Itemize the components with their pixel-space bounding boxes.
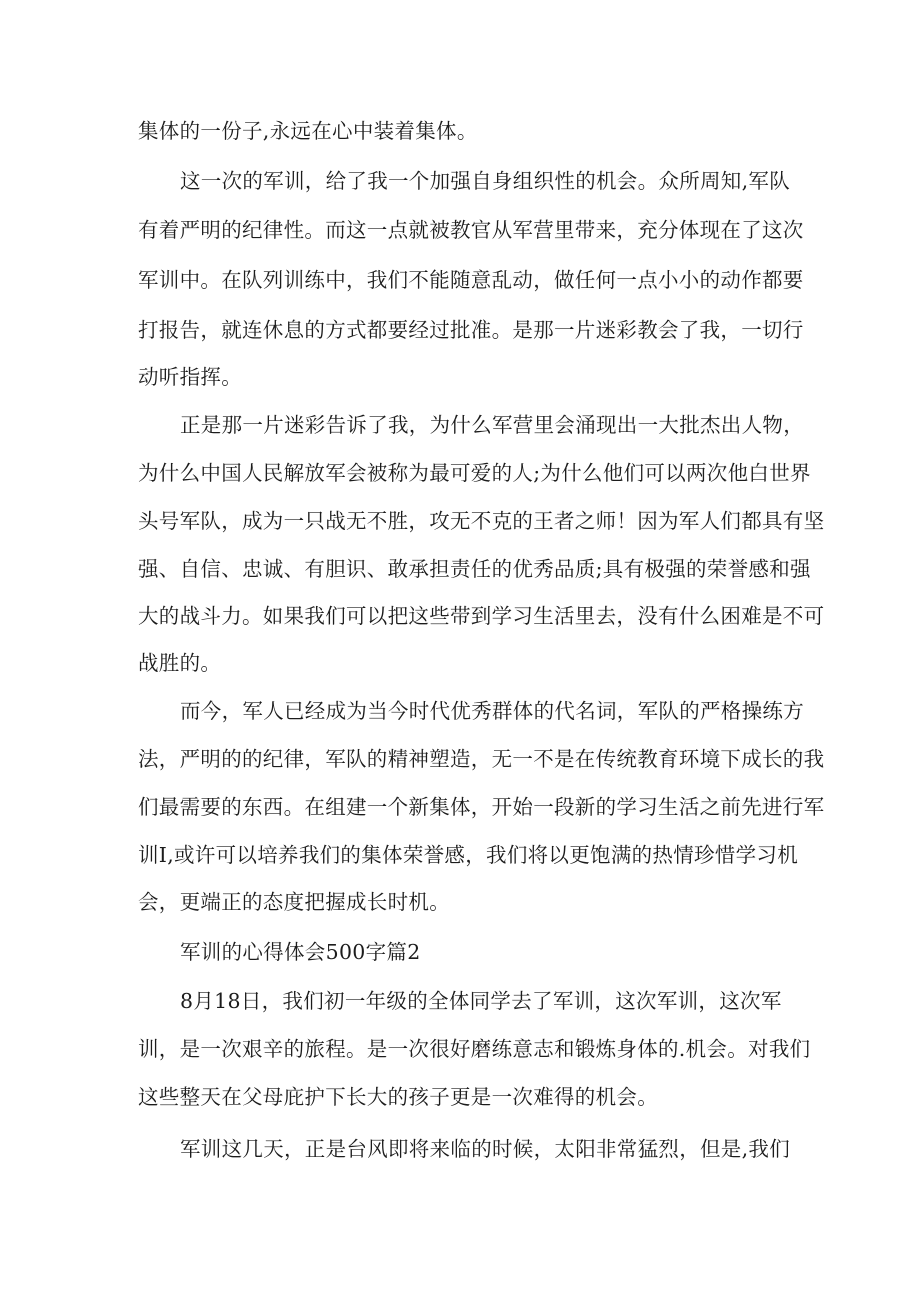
paragraph-first-line: 而今，军人已经成为当今时代优秀群体的代名词，军队的严格操练方: [180, 699, 804, 723]
text-line: 军训中。在队列训练中，我们不能随意乱动，做任何一点小小的动作都要: [138, 268, 804, 292]
paragraph-first-line: 8月18日，我们初一年级的全体同学去了军训，这次军训，这次军: [180, 989, 782, 1013]
text-line: 训，是一次艰辛的旅程。是一次很好磨练意志和锻炼身体的.机会。对我们: [138, 1037, 811, 1061]
section-heading: 军训的心得体会500字篇2: [180, 940, 421, 964]
text-line: 头号军队，成为一只战无不胜，攻无不克的王者之师！因为军人们都具有坚: [138, 509, 825, 533]
paragraph-first-line: 军训这几天，正是台风即将来临的时候，太阳非常猛烈，但是,我们: [180, 1137, 791, 1161]
text-line: 动听指挥。: [138, 365, 242, 389]
text-line: 强、自信、忠诚、有胆识、敢承担责任的优秀品质;具有极强的荣誉感和强: [138, 557, 811, 581]
text-line: 会，更端正的态度把握成长时机。: [138, 890, 450, 914]
text-line: 打报告，就连休息的方式都要经过批准。是那一片迷彩教会了我，一切行: [138, 318, 804, 342]
text-line: 们最需要的东西。在组建一个新集体，开始一段新的学习生活之前先进行军: [138, 795, 825, 819]
text-line: 法，严明的的纪律，军队的精神塑造，无一不是在传统教育环境下成长的我: [138, 747, 825, 771]
text-line: 为什么中国人民解放军会被称为最可爱的人;为什么他们可以两次他白世界: [138, 461, 811, 485]
text-line: 有着严明的纪律性。而这一点就被教官从军营里带来，充分体现在了这次: [138, 218, 804, 242]
text-line: 战胜的。: [138, 651, 222, 675]
text-line: 训I,或许可以培养我们的集体荣誉感，我们将以更饱满的热情珍惜学习机: [138, 843, 799, 867]
text-line: 集体的一份子,永远在心中装着集体。: [138, 119, 478, 143]
paragraph-first-line: 这一次的军训，给了我一个加强自身组织性的机会。众所周知,军队: [180, 169, 791, 193]
paragraph-first-line: 正是那一片迷彩告诉了我，为什么军营里会涌现出一大批杰出人物，: [180, 413, 804, 437]
text-line: 这些整天在父母庇护下长大的孩子更是一次难得的机会。: [138, 1085, 658, 1109]
text-line: 大的战斗力。如果我们可以把这些带到学习生活里去，没有什么困难是不可: [138, 604, 825, 628]
